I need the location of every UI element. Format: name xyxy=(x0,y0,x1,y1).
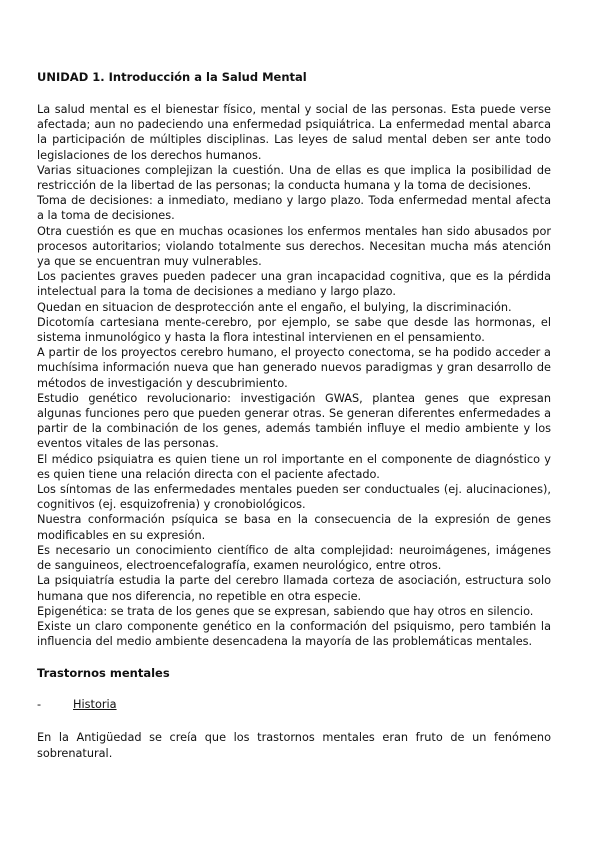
paragraph: Los pacientes graves pueden padecer una gran incapacidad cognitiva, que es la pérdida intelectual para la toma de decisiones a mediano y largo plazo. xyxy=(37,270,551,299)
document-title: UNIDAD 1. Introducción a la Salud Mental xyxy=(37,70,307,84)
paragraph: Existe un claro componente genético en la conformación del psiquismo, pero también la influencia del medio ambiente desencadena la mayoría de las problemáticas mentales. xyxy=(37,619,551,649)
paragraph: Es necesario un conocimiento científico de alta complejidad: neuroimágenes, imágenes de sanguineos, electroencefalografía, examen neurológico, entre otros. xyxy=(37,543,551,573)
paragraph: A partir de los proyectos cerebro humano, el proyecto conectoma, se ha podido acceder a muchísima información nueva que han generado nuevos paradigmas y gran desarrollo de métodos de investigación y descubrimiento. xyxy=(37,346,551,390)
paragraph: Epigenética: se trata de los genes que se expresan, sabiendo que hay otros en silencio. xyxy=(37,604,534,618)
section-heading: Trastornos mentales xyxy=(37,666,170,681)
document-page xyxy=(37,69,551,761)
paragraph: Toma de decisiones: a inmediato, mediano y largo plazo. Toda enfermedad mental afecta a la toma de decisiones. xyxy=(37,194,551,223)
paragraph: Dicotomía cartesiana mente-cerebro, por ejemplo, se sabe que desde las hormonas, el sistema inmunológico y hasta la flora intestinal intervienen en el pensamiento. xyxy=(37,315,551,345)
paragraph: Quedan en situacion de desprotección ante el engaño, el bulying, la discriminación. xyxy=(37,300,512,314)
paragraph: La salud mental es el bienestar físico, mental y social de las personas. Esta puede verse afectada; aun no padeciendo una enfermedad psiquiátrica. La enfermedad mental abarca la participación de múltiples disciplinas. Las leyes de salud mental deben ser ante todo legislaciones de los derechos humanos. xyxy=(37,103,551,162)
paragraph: Varias situaciones complejizan la cuestión. Una de ellas es que implica la posibilidad de restricción de la libertad de las personas; la conducta humana y la toma de decisiones. xyxy=(37,163,551,193)
paragraph: Otra cuestión es que en muchas ocasiones los enfermos mentales han sido abusados por procesos autoritarios; violando totalmente sus derechos. Necesitan mucha más atención ya que se encuentran muy vulnerables. xyxy=(37,224,551,269)
list-item-historia xyxy=(37,697,551,713)
paragraph: El médico psiquiatra es quien tiene un rol importante en el componente de diagnóstico y es quien tiene una relación directa con el paciente afectado. xyxy=(37,452,551,481)
list-bullet: - xyxy=(37,698,42,712)
list-item-label: Historia xyxy=(73,698,117,712)
paragraph: Nuestra conformación psíquica se basa en la consecuencia de la expresión de genes modificables en su expresión. xyxy=(37,513,551,542)
paragraph: Los síntomas de las enfermedades mentales pueden ser conductuales (ej. alucinaciones), cognitivos (ej. esquizofrenia) y cronobiológicos. xyxy=(37,483,551,512)
body-text xyxy=(37,102,551,649)
paragraph: La psiquiatría estudia la parte del cerebro llamada corteza de asociación, estructura solo humana que nos diferencia, no repetible en otra especie. xyxy=(37,574,551,603)
closing-paragraph: En la Antigüedad se creía que los trastornos mentales eran fruto de un fenómeno sobrenatural. xyxy=(37,731,551,760)
paragraph: Estudio genético revolucionario: investigación GWAS, plantea genes que expresan algunas funciones pero que pueden generar otras. Se generan diferentes enfermedades a partir de la combinación de los genes, además también influye el medio ambiente y los eventos vitales de las personas. xyxy=(37,391,551,451)
